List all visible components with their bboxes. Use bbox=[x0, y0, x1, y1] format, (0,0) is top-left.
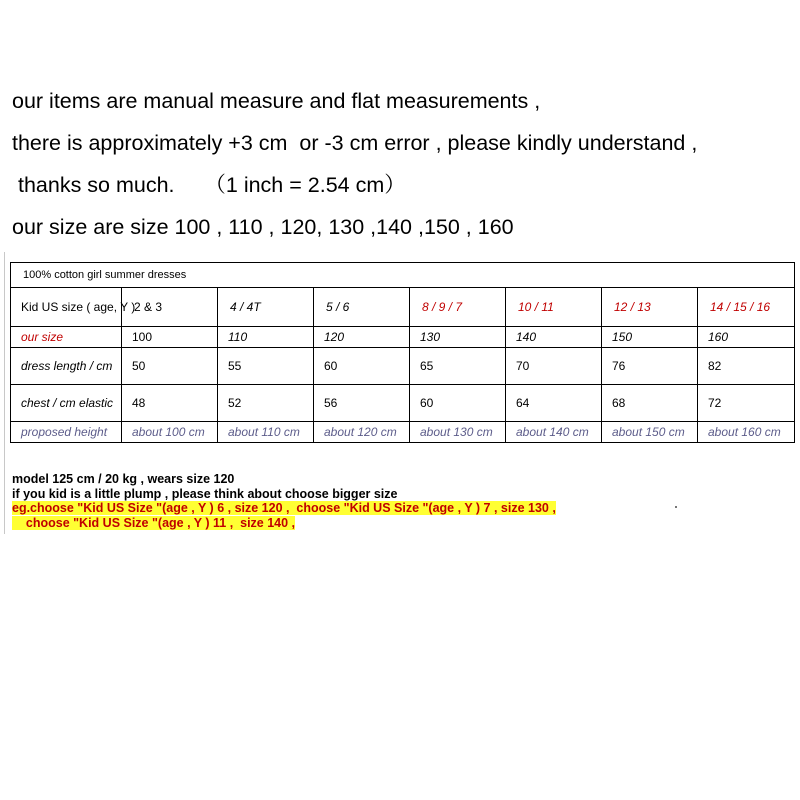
table-cell: about 120 cm bbox=[314, 422, 410, 443]
intro-line-2: there is approximately +3 cm or -3 cm error , please kindly understand , bbox=[12, 131, 698, 155]
table-cell: about 150 cm bbox=[602, 422, 698, 443]
table-cell: 55 bbox=[218, 348, 314, 385]
table-cell: 65 bbox=[410, 348, 506, 385]
table-cell: 110 bbox=[218, 327, 314, 348]
table-cell: 60 bbox=[410, 385, 506, 422]
table-cell: 52 bbox=[218, 385, 314, 422]
size-notes bbox=[12, 472, 792, 530]
table-cell: about 100 cm bbox=[122, 422, 218, 443]
table-cell: 70 bbox=[506, 348, 602, 385]
intro-line-3: thanks so much. （1 inch = 2.54 cm） bbox=[12, 173, 406, 197]
stray-dot bbox=[675, 506, 677, 508]
left-divider bbox=[4, 252, 5, 534]
table-cell: 72 bbox=[698, 385, 795, 422]
header-cell: 2 & 3 bbox=[122, 288, 218, 327]
header-cell: 8 / 9 / 7 bbox=[410, 288, 506, 327]
table-cell: about 160 cm bbox=[698, 422, 795, 443]
header-cell: 5 / 6 bbox=[314, 288, 410, 327]
table-cell: 56 bbox=[314, 385, 410, 422]
table-row-proposed-height bbox=[11, 422, 795, 443]
note-example-highlight-1: eg.choose "Kid US Size "(age , Y ) 6 , size 120 , choose "Kid US Size "(age , Y ) 7 , size 130 , bbox=[12, 501, 556, 515]
table-cell: 82 bbox=[698, 348, 795, 385]
row-label-dress-length: dress length / cm bbox=[11, 348, 122, 385]
table-cell: 150 bbox=[602, 327, 698, 348]
intro-line-1: our items are manual measure and flat measurements , bbox=[12, 89, 541, 113]
table-cell: 76 bbox=[602, 348, 698, 385]
table-cell: about 130 cm bbox=[410, 422, 506, 443]
table-header-row bbox=[11, 288, 795, 327]
table-caption-row bbox=[11, 263, 795, 288]
table-row-chest bbox=[11, 385, 795, 422]
header-cell: 12 / 13 bbox=[602, 288, 698, 327]
note-plump-advice: if you kid is a little plump , please think about choose bigger size bbox=[12, 486, 398, 501]
row-label-our-size: our size bbox=[11, 327, 122, 348]
intro-line-4: our size are size 100 , 110 , 120, 130 ,140 ,150 , 160 bbox=[12, 215, 514, 239]
row-label-proposed-height: proposed height bbox=[11, 422, 122, 443]
table-cell: about 110 cm bbox=[218, 422, 314, 443]
table-cell: 140 bbox=[506, 327, 602, 348]
intro-text bbox=[12, 80, 792, 248]
header-cell: 14 / 15 / 16 bbox=[698, 288, 795, 327]
table-cell: 160 bbox=[698, 327, 795, 348]
note-example-highlight-2: choose "Kid US Size "(age , Y ) 11 , size 140 , bbox=[12, 515, 296, 530]
table-caption: 100% cotton girl summer dresses bbox=[11, 263, 795, 288]
header-cell: 4 / 4T bbox=[218, 288, 314, 327]
table-row-dress-length bbox=[11, 348, 795, 385]
table-cell: about 140 cm bbox=[506, 422, 602, 443]
table-cell: 64 bbox=[506, 385, 602, 422]
table-cell: 120 bbox=[314, 327, 410, 348]
table-cell: 130 bbox=[410, 327, 506, 348]
table-row-our-size bbox=[11, 327, 795, 348]
table-cell: 60 bbox=[314, 348, 410, 385]
table-cell: 100 bbox=[122, 327, 218, 348]
row-label-chest: chest / cm elastic bbox=[11, 385, 122, 422]
size-chart-table bbox=[10, 262, 795, 443]
table-cell: 68 bbox=[602, 385, 698, 422]
note-model-info: model 125 cm / 20 kg , wears size 120 bbox=[12, 472, 235, 486]
header-label-kid-us-size: Kid US size ( age, Y ) bbox=[11, 288, 122, 327]
header-cell: 10 / 11 bbox=[506, 288, 602, 327]
table-cell: 48 bbox=[122, 385, 218, 422]
table-cell: 50 bbox=[122, 348, 218, 385]
